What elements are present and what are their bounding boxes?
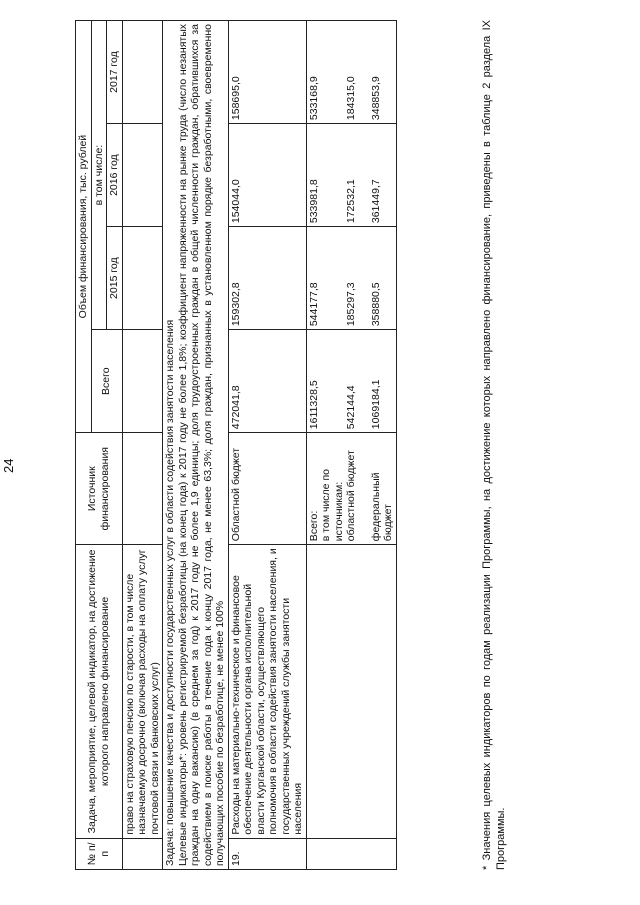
row-name: Расходы на материально-техническое и финансовое обеспечение деятельности органа исполнительной власти Курганской области, осуществляющего полномочия в области содействия занятости населения, и государственных учреждений службы занятости населения bbox=[228, 545, 306, 838]
row-total: 472041,8 bbox=[228, 330, 306, 433]
table-row bbox=[122, 21, 163, 870]
header-2015: 2015 год bbox=[107, 227, 123, 330]
header-volume: Объем финансирования, тыс. рублей bbox=[76, 21, 92, 433]
summary-2015-all: 544177,8 bbox=[307, 282, 320, 327]
summary-regional-label: областной бюджет bbox=[345, 450, 357, 542]
table-row-summary bbox=[306, 21, 396, 870]
summary-2017-regional: 184315,0 bbox=[345, 76, 357, 121]
row-number: 19. bbox=[228, 838, 306, 869]
row-source: Областной бюджет bbox=[228, 433, 306, 545]
summary-total-label: Всего: bbox=[307, 510, 320, 542]
summary-2015-federal: 358880,5 bbox=[369, 282, 382, 327]
task-text: Задача: повышение качества и доступности государственных услуг в области содействия занятости населения bbox=[164, 319, 176, 866]
summary-2016-regional: 172532,1 bbox=[345, 179, 357, 224]
summary-total-federal: 1069184,1 bbox=[369, 379, 382, 430]
table-row bbox=[228, 21, 306, 870]
summary-federal-label: федеральный бюджет bbox=[369, 472, 394, 542]
header-task: Задача, мероприятие, целевой индикатор, на достижение которого направлено финансирование bbox=[76, 545, 123, 838]
summary-2017-federal: 348853,9 bbox=[369, 76, 382, 121]
summary-total-all: 1611328,5 bbox=[307, 380, 320, 430]
header-source: Источник финансирования bbox=[76, 433, 123, 545]
footnote: * Значения целевых индикаторов по годам реализации Программы, на достижение которых направлено финансирование, приведены в таблице 2 раздела IX Программы. bbox=[481, 20, 507, 870]
header-2016: 2016 год bbox=[107, 124, 123, 227]
summary-2016-federal: 361449,7 bbox=[369, 179, 382, 224]
row-2015: 159302,8 bbox=[228, 227, 306, 330]
row-2016: 154044,0 bbox=[228, 124, 306, 227]
summary-2015-regional: 185297,3 bbox=[345, 282, 357, 327]
row-continuation-text: право на страховую пенсию по старости, в том числе назначаемую досрочно (включая расходы на оплату услуг почтовой связи и банковских услуг) bbox=[122, 545, 163, 838]
summary-including-label: в том числе по источникам: bbox=[320, 469, 345, 542]
header-2017: 2017 год bbox=[107, 21, 123, 124]
summary-2016-all: 533981,8 bbox=[307, 179, 320, 224]
indicators-text: Целевые индикаторы*: уровень регистрируемой безработицы (на конец года) к 2017 году не более 1,8%; коэффициент напряженности на рынке труда (число незанятых граждан на одну вакансию) (в среднем за год) к 2017 году не более 1,9 единицы; доля трудоустроенных граждан в общей численности граждан, обратившихся за содействием в поиске работы в течение года к концу 2017 года, не менее 63,3%; доля граждан, признанных в установленном порядке безработными, своевременно получающих пособие по безработице, не менее 100% bbox=[176, 24, 226, 866]
summary-total-regional: 542144,4 bbox=[345, 385, 357, 430]
financing-table bbox=[75, 20, 397, 870]
summary-2017-all: 533168,9 bbox=[307, 76, 320, 121]
header-no: № п/п bbox=[76, 838, 123, 869]
header-including: в том числе: bbox=[91, 21, 107, 330]
header-total: Всего bbox=[91, 330, 122, 433]
row-2017: 158695,0 bbox=[228, 21, 306, 124]
rotated-page-content bbox=[1, 20, 507, 870]
page-number: 24 bbox=[1, 458, 16, 473]
table-row bbox=[163, 21, 229, 870]
